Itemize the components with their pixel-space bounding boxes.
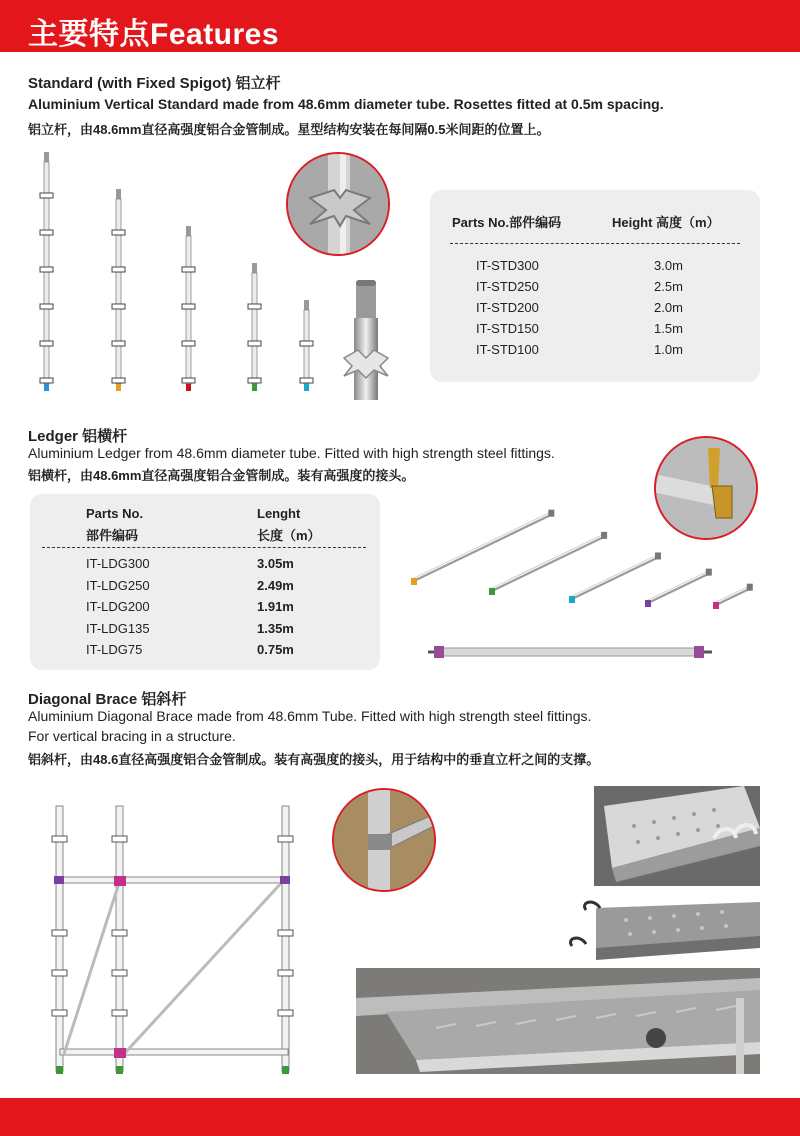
ledger-length: 2.49m — [257, 577, 294, 593]
diagonal-desc-en-2: For vertical bracing in a structure. — [28, 728, 236, 744]
ledger-length: 1.91m — [257, 599, 294, 614]
plank-photo-1 — [594, 786, 760, 886]
diagonal-title: Diagonal Brace 铝斜杆 — [28, 691, 187, 708]
standard-pole — [182, 226, 195, 391]
ledger-col-length-en: Lenght — [257, 506, 301, 521]
ledger-col-length-cn: 长度（m） — [257, 528, 321, 543]
standard-col-height: Height 高度（m） — [612, 215, 720, 230]
plank-photo-2 — [566, 898, 760, 962]
page-title: 主要特点Features — [28, 18, 280, 51]
ledger-fitting-photo — [654, 436, 758, 540]
diagonal-fitting-photo — [332, 788, 436, 892]
ledger-length: 1.35m — [257, 620, 294, 636]
deck-installed-photo — [356, 968, 760, 1074]
standard-pole — [248, 263, 261, 391]
standard-part-no: IT-STD250 — [476, 279, 539, 294]
standard-height: 1.5m — [654, 321, 683, 336]
ledger-part-no: IT-LDG200 — [86, 599, 150, 614]
ledger-col-parts-cn: 部件编码 — [86, 528, 139, 543]
spigot-closeup — [338, 272, 398, 402]
standard-pole — [112, 189, 125, 391]
ledger-bar — [713, 584, 753, 609]
standard-part-no: IT-STD100 — [476, 342, 539, 357]
standard-desc-en: Aluminium Vertical Standard made from 48.6mm diameter tube. Rosettes fitted at 0.5m spacing. — [28, 96, 664, 112]
ledger-length: 0.75m — [257, 642, 294, 657]
ledger-bar — [489, 532, 607, 595]
standard-height: 2.0m — [654, 300, 683, 315]
ledger-length: 3.05m — [257, 556, 294, 571]
ledger-desc-cn: 铝横杆，由48.6mm直径高强度铝合金管制成。装有高强度的接头。 — [28, 468, 415, 483]
ledger-part-no: IT-LDG75 — [86, 642, 143, 657]
ledger-desc-en: Aluminium Ledger from 48.6mm diameter tube. Fitted with high strength steel fittings. — [28, 445, 555, 461]
standard-part-no: IT-STD200 — [476, 300, 539, 315]
header-bar — [0, 0, 800, 52]
ledger-bar — [569, 552, 661, 603]
rosette-closeup-photo — [286, 152, 390, 256]
standard-part-no: IT-STD300 — [476, 258, 539, 273]
standard-part-no: IT-STD150 — [476, 321, 539, 336]
ledger-divider — [42, 547, 366, 548]
ledger-bar — [411, 510, 554, 585]
diagonal-desc-cn: 铝斜杆，由48.6直径高强度铝合金管制成。装有高强度的接头，用于结构中的垂直立杆之间的支撑。 — [28, 752, 600, 767]
ledger-col-parts-en: Parts No. — [86, 506, 144, 521]
standard-pole — [300, 300, 313, 391]
diagonal-desc-en-1: Aluminium Diagonal Brace made from 48.6mm Tube. Fitted with high strength steel fittings. — [28, 708, 592, 724]
ledger-bar — [645, 569, 712, 607]
standard-title: Standard (with Fixed Spigot) 铝立杆 — [28, 75, 281, 92]
ledger-title: Ledger 铝横杆 — [28, 428, 128, 445]
ledger-spec-table — [30, 494, 380, 670]
standard-height: 3.0m — [654, 258, 683, 273]
footer-bar — [0, 1098, 800, 1136]
standard-height: 2.5m — [654, 279, 683, 294]
standard-col-parts: Parts No.部件编码 — [452, 215, 562, 230]
standard-height: 1.0m — [654, 342, 683, 357]
standard-spec-table — [430, 190, 760, 382]
ledger-part-no: IT-LDG300 — [86, 556, 150, 571]
standard-desc-cn: 铝立杆，由48.6mm直径高强度铝合金管制成。星型结构安装在每间隔0.5米间距的位置上。 — [28, 122, 550, 137]
ledger-part-no: IT-LDG250 — [86, 577, 150, 593]
standard-divider — [450, 243, 740, 244]
diagonal-frame-illustration — [40, 796, 310, 1086]
standard-pole — [40, 152, 53, 391]
standards-illustration — [30, 148, 320, 398]
ledger-part-no: IT-LDG135 — [86, 620, 150, 636]
